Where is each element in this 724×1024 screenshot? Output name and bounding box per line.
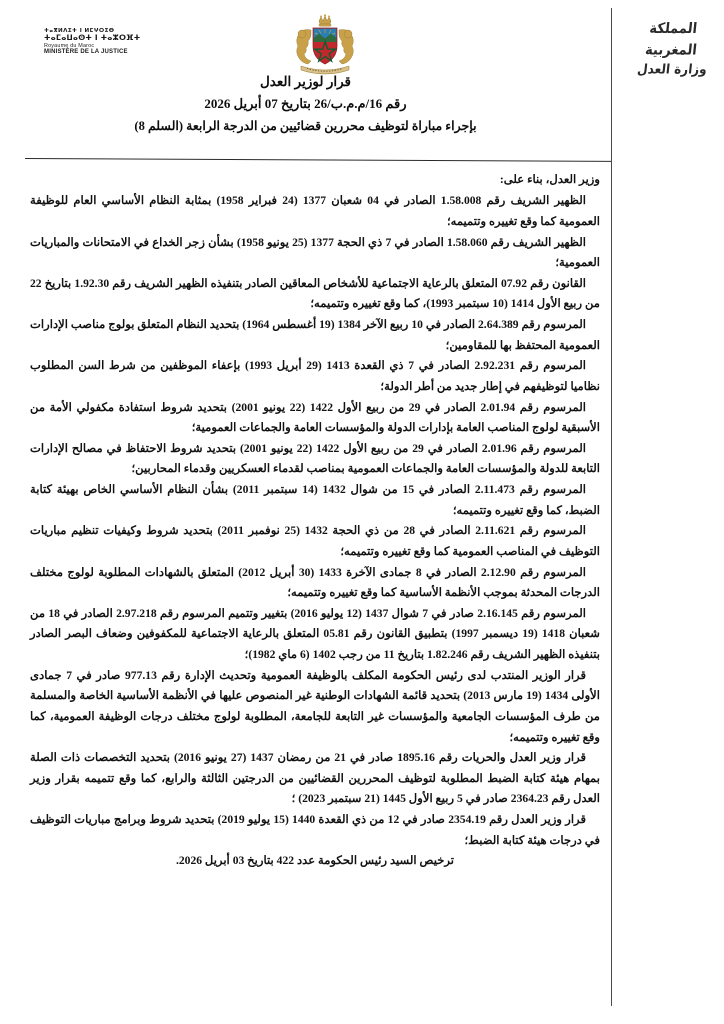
header-divider-rule — [25, 158, 611, 162]
clause-item: المرسوم رقم 2.01.96 الصادر في 29 من ربيع الأول 1422 (22 يونيو 2001) بتحديد شروط الاحتفاظ في مصالح الإدارات التابعة للدولة والمؤسسات العامة والجماعات العمومية بمناصب لقدماء العسكريين وقدماء المحاربين؛ — [30, 441, 600, 476]
clause-item: المرسوم رقم 2.01.94 الصادر في 29 من ربيع الأول 1422 (22 يونيو 2001) بتحديد شروط استفادة مكفولي الأمة من الأسبقية لولوج المناصب العامة بإدارات الدولة والمؤسسات العامة والجماعات العمومية؛ — [30, 400, 600, 435]
clause-item: الظهير الشريف رقم 1.58.060 الصادر في 7 ذي الحجة 1377 (25 يونيو 1958) بشأن زجر الخداع في الامتحانات والمباريات العمومية؛ — [30, 235, 600, 270]
clause-item-authorization: ترخيص السيد رئيس الحكومة عدد 422 بتاريخ 03 أبريل 2026. — [175, 854, 455, 868]
clause-item: قرار الوزير المنتدب لدى رئيس الحكومة المكلف بالوظيفة العمومية وتحديث الإدارة رقم 977.13 صادر في 7 جمادى الأولى 1434 (19 مارس 2013) بتحديد قائمة الشهادات الوطنية غير المنصوص عليها في الأنظمة الأساسية الخاصة والمسلمة من طرف المؤسسات الجامعية والمؤسسات غير التابعة للجامعة، المطلوبة لولوج مختلف درجات الوظيفة العمومية، كما وقع تغييره وتتميمه؛ — [30, 668, 601, 744]
body-lead-line: وزير العدل، بناء على: — [499, 173, 600, 186]
calligraphy-ministry-line: وزارة العدل — [636, 60, 708, 77]
clause-item: المرسوم رقم 2.64.389 الصادر في 10 ربيع الآخر 1384 (19 أغسطس 1964) بتحديد النظام المتعلق بولوج مناصب الإدارات العمومية المحتفظ بها للمقاومين؛ — [30, 318, 600, 352]
document-body — [30, 170, 600, 872]
clause-item: قرار وزير العدل والحريات رقم 1895.16 صادر في 21 من رمضان 1437 (27 يونيو 2016) بتحديد التخصصات ذات الصلة بمهام هيئة كتابة الضبط المطلوبة لتوظيف المحررين القضائيين من الدرجتين الثالثة والرابع، كما وقع تتميمه بقرار وزير العدل رقم 2364.23 صادر في 5 ربيع الأول 1445 (21 سبتمبر 2023) ؛ — [30, 751, 600, 806]
title-block — [0, 72, 611, 136]
clause-item: المرسوم رقم 2.12.90 الصادر في 8 جمادى الآخرة 1433 (30 أبريل 2012) المتعلق بالشهادات المطلوبة لولوج مختلف الدرجات المحدثة بموجب الأنظمة الأساسية كما وقع تغييره وتتميمه؛ — [30, 565, 600, 600]
logo-tifinagh-line-1: ⵜⴰⴳⵍⴷⵉⵜ ⵏ ⵍⵎⵖⵔⵉⴱ — [44, 28, 115, 34]
calligraphy-kingdom-line: المملكة المغربية — [644, 20, 698, 59]
clause-item: قرار وزير العدل رقم 2354.19 صادر في 12 من ذي القعدة 1440 (15 يوليو 2019) بتحديد شروط وبرامج مباريات التوظيف في درجات هيئة كتابة الضبط؛ — [30, 813, 600, 847]
clause-item: المرسوم رقم 2.16.145 صادر في 7 شوال 1437 (12 يوليو 2016) بتغيير وتتميم المرسوم رقم 2.97.218 الصادر في 18 من شعبان 1418 (19 ديسمبر 1997) بتطبيق القانون رقم 05.81 المتعلق بالرعاية الاجتماعية للمكفوفين وضعاف البصر الصادر بتنفيذه الظهير الشريف رقم 1.82.246 بتاريخ 11 من رجب 1402 (6 ماي 1982)؛ — [30, 606, 600, 662]
vertical-divider-rule — [611, 8, 612, 1006]
document-header — [0, 0, 708, 158]
kingdom-calligraphy — [624, 22, 720, 78]
clause-item: المرسوم رقم 2.11.621 الصادر في 28 من ذي الحجة 1432 (25 نوفمبر 2011) بتحديد شروط وكيفيات تنظيم مباريات التوظيف في المناصب العمومية كما وقع تغييره وتتميمه؛ — [30, 524, 600, 558]
clause-item: الظهير الشريف رقم 1.58.008 الصادر في 04 شعبان 1377 (24 فبراير 1958) بمثابة النظام الأساسي العام للوظيفة العمومية كما وقع تغييره وتتميمه؛ — [30, 194, 600, 228]
clause-item: المرسوم رقم 2.92.231 الصادر في 7 ذي القعدة 1413 (29 أبريل 1993) بإعفاء الموظفين من شرط السن المطلوب نظاميا لتوظيفهم في إطار جديد من أطر الدولة؛ — [30, 359, 600, 393]
logo-french-kingdom: Royaume du Maroc — [44, 42, 95, 49]
clause-item: القانون رقم 07.92 المتعلق بالرعاية الاجتماعية للأشخاص المعاقين الصادر بتنفيذه الظهير الشريف رقم 1.92.30 بتاريخ 22 من ربيع الأول 1414 (10 سبتمبر 1993)، كما وقع تغييره وتتميمه؛ — [30, 276, 600, 311]
page-title: قرار لوزير العدل — [259, 74, 351, 89]
decree-reference: رقم 16/م.م.ب/26 بتاريخ 07 أبريل 2026 — [204, 95, 407, 111]
clause-item: المرسوم رقم 2.11.473 الصادر في 15 من شوال 1432 (14 سبتمبر 2011) بشأن النظام الأساسي الخاص بهيئة كتابة الضبط، كما وقع تغييره وتتميمه؛ — [30, 483, 600, 517]
ministry-logo — [44, 28, 184, 55]
logo-french-ministry: MINISTÈRE DE LA JUSTICE — [44, 48, 128, 55]
decree-subtitle: بإجراء مباراة لتوظيف محررين قضائيين من الدرجة الرابعة (السلم 8) — [134, 118, 477, 133]
moroccan-coat-of-arms-icon — [285, 14, 365, 80]
logo-tifinagh-line-2: ⵜⴰⵎⴰⵡⴰⵙⵜ ⵏ ⵜⴰⵣⵔⴼⵜ — [44, 33, 141, 43]
